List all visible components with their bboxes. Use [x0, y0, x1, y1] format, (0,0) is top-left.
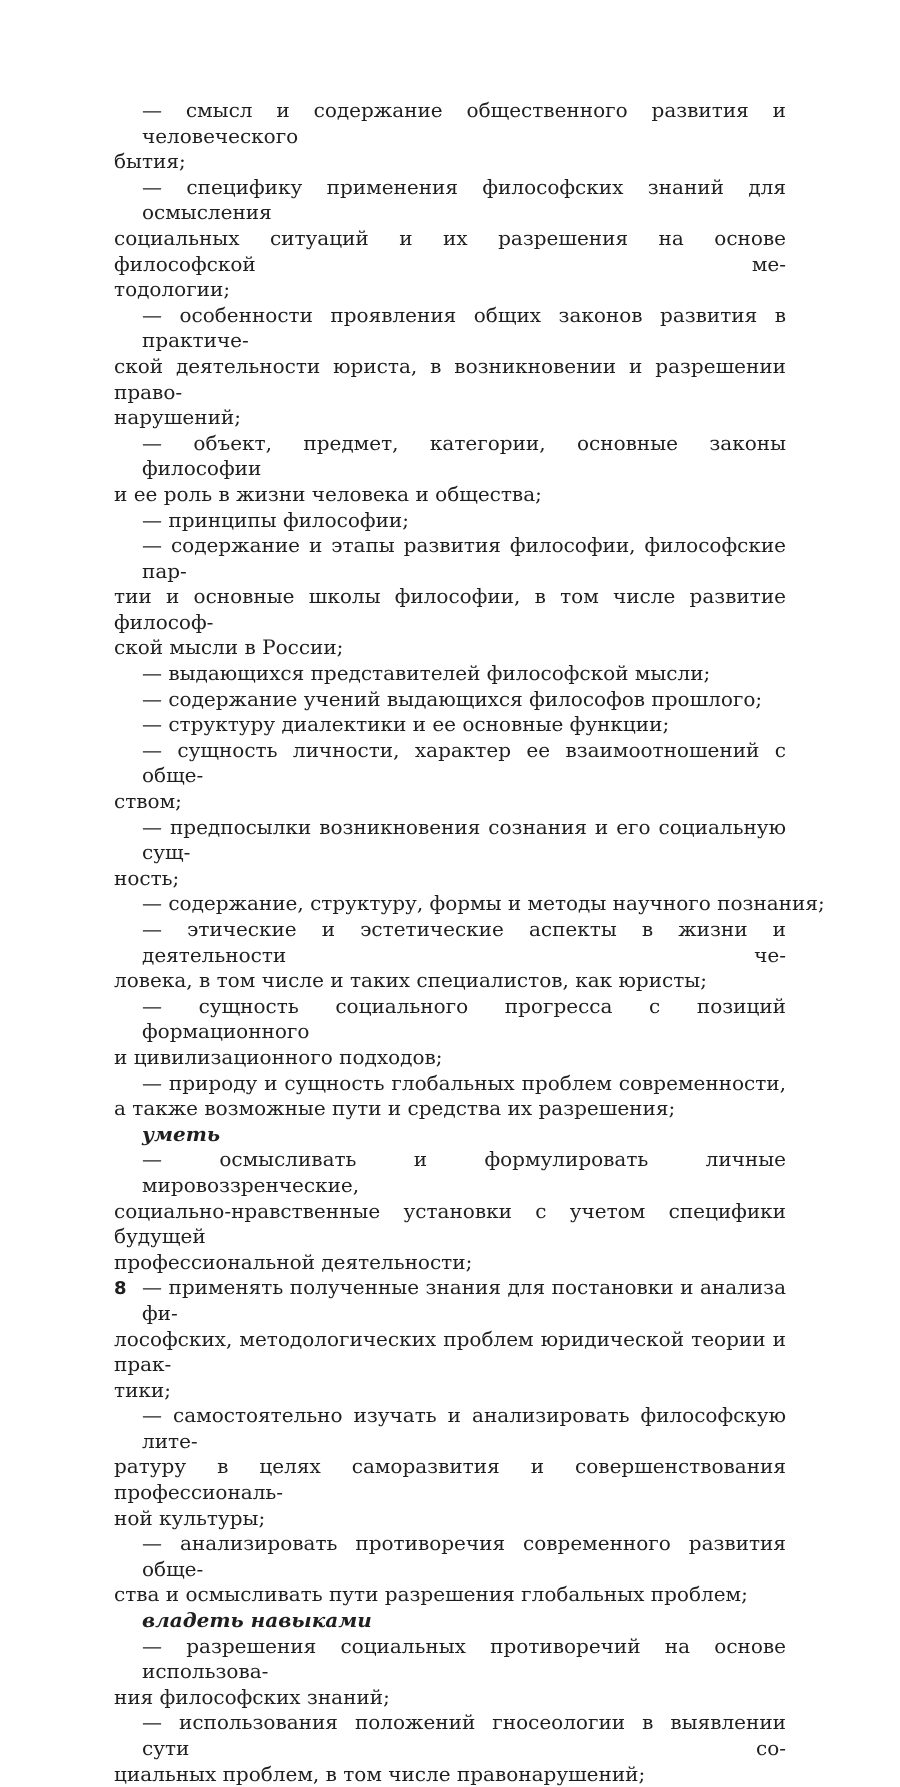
text-line: — содержание учений выдающихся философов прошлого;: [142, 686, 763, 711]
text-line: ства и осмысливать пути разрешения глобальных проблем;: [114, 1582, 748, 1607]
text-line: — принципы философии;: [142, 507, 409, 532]
text-line: — природу и сущность глобальных проблем современности,: [142, 1070, 786, 1095]
text-line: а также возможные пути и средства их разрешения;: [114, 1096, 676, 1121]
text-line: — применять полученные знания для постановки и анализа фи-: [142, 1275, 786, 1325]
text-line: ловека, в том числе и таких специалистов, как юристы;: [114, 968, 707, 993]
text-line: — предпосылки возникновения сознания и его социальную сущ-: [142, 814, 786, 865]
text-line: ность;: [114, 865, 180, 890]
text-line: лософских, методологических проблем юридической теории и прак-: [114, 1326, 786, 1377]
text-line: — структуру диалектики и ее основные функции;: [142, 712, 670, 737]
text-line: ством;: [114, 789, 182, 814]
text-line: — анализировать противоречия современного развития обще-: [142, 1531, 786, 1581]
text-line: и цивилизационного подходов;: [114, 1044, 443, 1069]
text-line: нарушений;: [114, 405, 241, 430]
text-line: ния философских знаний;: [114, 1684, 390, 1709]
text-line: ной культуры;: [114, 1505, 266, 1530]
text-line: — осмысливать и формулировать личные мировоззренческие,: [142, 1147, 786, 1197]
text-line: — самостоятельно изучать и анализировать философскую лите-: [142, 1403, 786, 1453]
text-line: — разрешения социальных противоречий на основе использова-: [142, 1633, 786, 1684]
text-line: бытия;: [114, 149, 186, 174]
text-line: — смысл и содержание общественного развития и человеческого: [142, 98, 786, 148]
section-heading: владеть навыками: [142, 1608, 372, 1633]
text-line: циальных проблем, в том числе правонарушений;: [114, 1761, 646, 1786]
text-line: — сущность социального прогресса с позиций формационного: [142, 993, 786, 1044]
text-line: — объект, предмет, категории, основные законы философии: [142, 430, 786, 481]
page-text: [114, 98, 825, 1787]
text-line: социально-нравственные установки с учетом специфики будущей: [114, 1198, 786, 1249]
text-line: тики;: [114, 1377, 171, 1402]
text-line: ской деятельности юриста, в возникновении и разрешении право-: [114, 353, 786, 404]
text-line: социальных ситуаций и их разрешения на основе философской ме-: [114, 225, 786, 276]
section-heading: уметь: [142, 1121, 221, 1146]
text-line: профессиональной деятельности;: [114, 1249, 473, 1274]
page-number: 8: [114, 1278, 127, 1299]
text-line: ской мысли в России;: [114, 635, 344, 660]
text-line: — специфику применения философских знаний для осмысления: [142, 174, 786, 225]
text-line: тодологии;: [114, 277, 231, 302]
text-line: — особенности проявления общих законов развития в практиче-: [142, 302, 786, 353]
text-line: — содержание, структуру, формы и методы научного познания;: [142, 891, 825, 916]
text-line: тии и основные школы философии, в том числе развитие философ-: [114, 584, 786, 634]
text-line: ратуру в целях саморазвития и совершенствования профессиональ-: [114, 1454, 786, 1505]
text-line: и ее роль в жизни человека и общества;: [114, 481, 542, 506]
text-line: — выдающихся представителей философской мысли;: [142, 661, 711, 686]
text-line: — сущность личности, характер ее взаимоотношений с обще-: [142, 737, 786, 788]
text-line: — этические и эстетические аспекты в жизни и деятельности че-: [142, 917, 786, 967]
text-line: — использования положений гносеологии в выявлении сути со-: [142, 1710, 786, 1760]
text-line: — содержание и этапы развития философии, философские пар-: [142, 533, 786, 583]
